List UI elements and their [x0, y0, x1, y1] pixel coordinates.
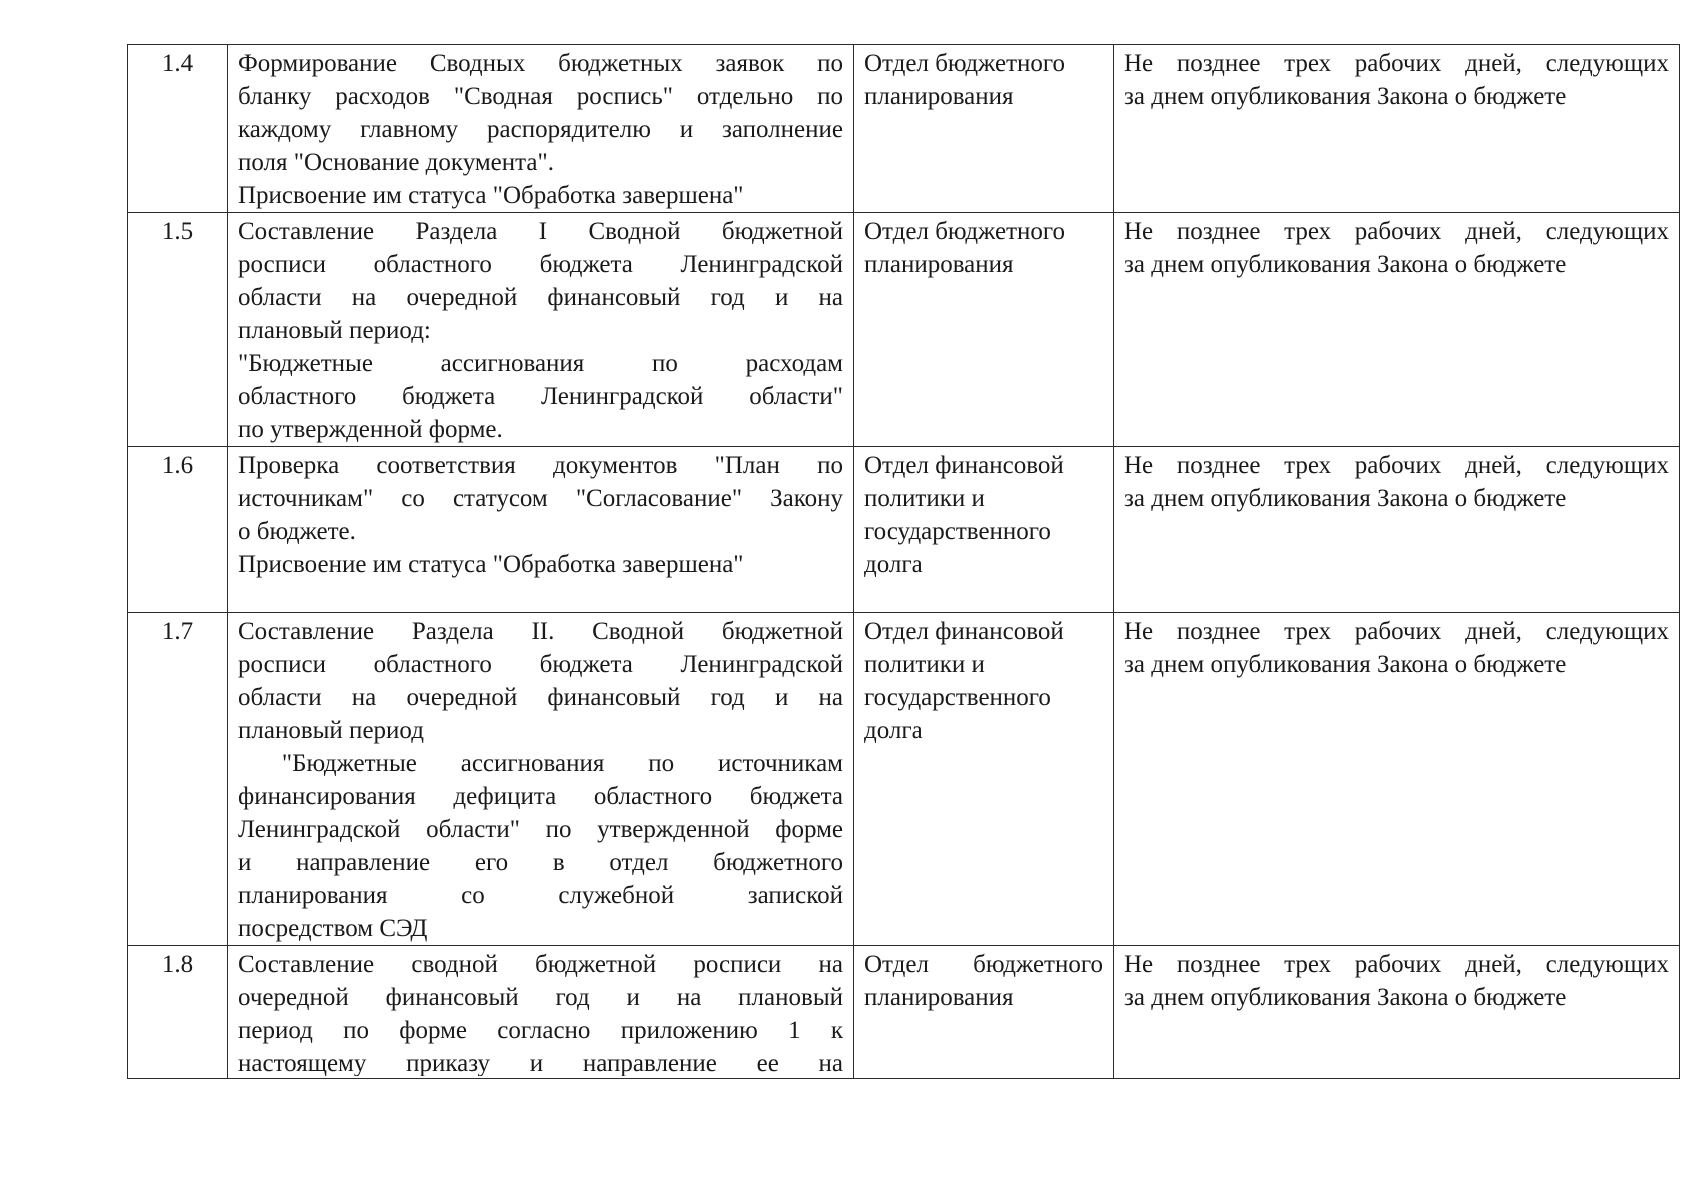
deadline-line: за днем опубликования Закона о бюджете [1124, 83, 1567, 110]
row-number: 1.5 [128, 213, 228, 447]
description-line: настоящему приказу и направление ее на [238, 1050, 843, 1076]
responsible-line: Отдел финансовой [864, 452, 1064, 479]
description-line: росписи областного бюджета Ленинградской [238, 651, 843, 678]
description-line: плановый период [238, 717, 424, 744]
task-description [228, 447, 854, 613]
responsible-line: политики и [864, 651, 985, 678]
table-row [128, 946, 1680, 1079]
description-line: Составление Раздела II. Сводной бюджетной [238, 618, 843, 645]
responsible-department [854, 946, 1114, 1079]
row-number: 1.4 [128, 45, 228, 213]
responsible-line: Отдел бюджетного [864, 50, 1066, 77]
description-line: росписи областного бюджета Ленинградской [238, 251, 843, 278]
responsible-line: Отдел бюджетного [864, 218, 1066, 245]
table-row [128, 613, 1680, 946]
description-line: области на очередной финансовый год и на [238, 684, 843, 711]
deadline-line: Не позднее трех рабочих дней, следующих [1124, 951, 1669, 978]
description-line: Формирование Сводных бюджетных заявок по [238, 50, 843, 77]
description-line: Присвоение им статуса "Обработка завершена" [238, 182, 744, 209]
deadline [1114, 613, 1680, 946]
responsible-line: политики и [864, 485, 985, 512]
task-description [228, 45, 854, 213]
responsible-line: планирования [864, 83, 1014, 110]
responsible-line: Отдел финансовой [864, 618, 1064, 645]
description-line: каждому главному распорядителю и заполнение [238, 116, 843, 143]
description-line: Проверка соответствия документов "План по [238, 452, 843, 479]
responsible-department [854, 613, 1114, 946]
table-row [128, 45, 1680, 213]
description-line: бланку расходов "Сводная роспись" отдельно по [238, 83, 843, 110]
budget-schedule-table [127, 44, 1680, 1079]
description-line: очередной финансовый год и на плановый [238, 984, 843, 1011]
responsible-department [854, 45, 1114, 213]
deadline [1114, 946, 1680, 1079]
deadline-line: Не позднее трех рабочих дней, следующих [1124, 50, 1669, 77]
description-line: областного бюджета Ленинградской области" [238, 383, 843, 410]
row-number: 1.6 [128, 447, 228, 613]
description-line: источникам" со статусом "Согласование" Закону [238, 485, 843, 512]
deadline-line: за днем опубликования Закона о бюджете [1124, 651, 1567, 678]
deadline-line: за днем опубликования Закона о бюджете [1124, 485, 1567, 512]
responsible-line: государственного [864, 518, 1051, 545]
table-row [128, 447, 1680, 613]
description-line: Ленинградской области" по утвержденной форме [238, 816, 843, 843]
description-line: области на очередной финансовый год и на [238, 284, 843, 311]
task-description [228, 946, 854, 1079]
deadline-line: за днем опубликования Закона о бюджете [1124, 251, 1567, 278]
task-description [228, 613, 854, 946]
description-line: посредством СЭД [238, 915, 428, 942]
description-line: "Бюджетные ассигнования по источникам [238, 750, 843, 777]
description-line: период по форме согласно приложению 1 к [238, 1017, 843, 1044]
deadline [1114, 213, 1680, 447]
deadline-line: за днем опубликования Закона о бюджете [1124, 984, 1567, 1011]
responsible-line: планирования [864, 984, 1014, 1011]
description-line: финансирования дефицита областного бюджета [238, 783, 843, 810]
description-line: о бюджете. [238, 518, 356, 545]
responsible-line: Отдел бюджетного [864, 951, 1103, 978]
task-description [228, 213, 854, 447]
row-number: 1.7 [128, 613, 228, 946]
row-number: 1.8 [128, 946, 228, 1079]
description-line: поля "Основание документа". [238, 149, 554, 176]
description-line: Составление сводной бюджетной росписи на [238, 951, 843, 978]
responsible-department [854, 447, 1114, 613]
deadline-line: Не позднее трех рабочих дней, следующих [1124, 618, 1669, 645]
description-line: планирования со служебной запиской [238, 882, 843, 909]
deadline [1114, 45, 1680, 213]
description-line: плановый период: [238, 317, 431, 344]
responsible-line: долга [864, 551, 923, 578]
responsible-line: планирования [864, 251, 1014, 278]
responsible-line: государственного [864, 684, 1051, 711]
description-line: Составление Раздела I Сводной бюджетной [238, 218, 843, 245]
description-line: по утвержденной форме. [238, 416, 503, 443]
table-row [128, 213, 1680, 447]
description-line: и направление его в отдел бюджетного [238, 849, 843, 876]
deadline-line: Не позднее трех рабочих дней, следующих [1124, 452, 1669, 479]
deadline-line: Не позднее трех рабочих дней, следующих [1124, 218, 1669, 245]
responsible-line: долга [864, 717, 923, 744]
description-line: Присвоение им статуса "Обработка завершена" [238, 551, 744, 578]
responsible-department [854, 213, 1114, 447]
description-line: "Бюджетные ассигнования по расходам [238, 350, 843, 377]
deadline [1114, 447, 1680, 613]
